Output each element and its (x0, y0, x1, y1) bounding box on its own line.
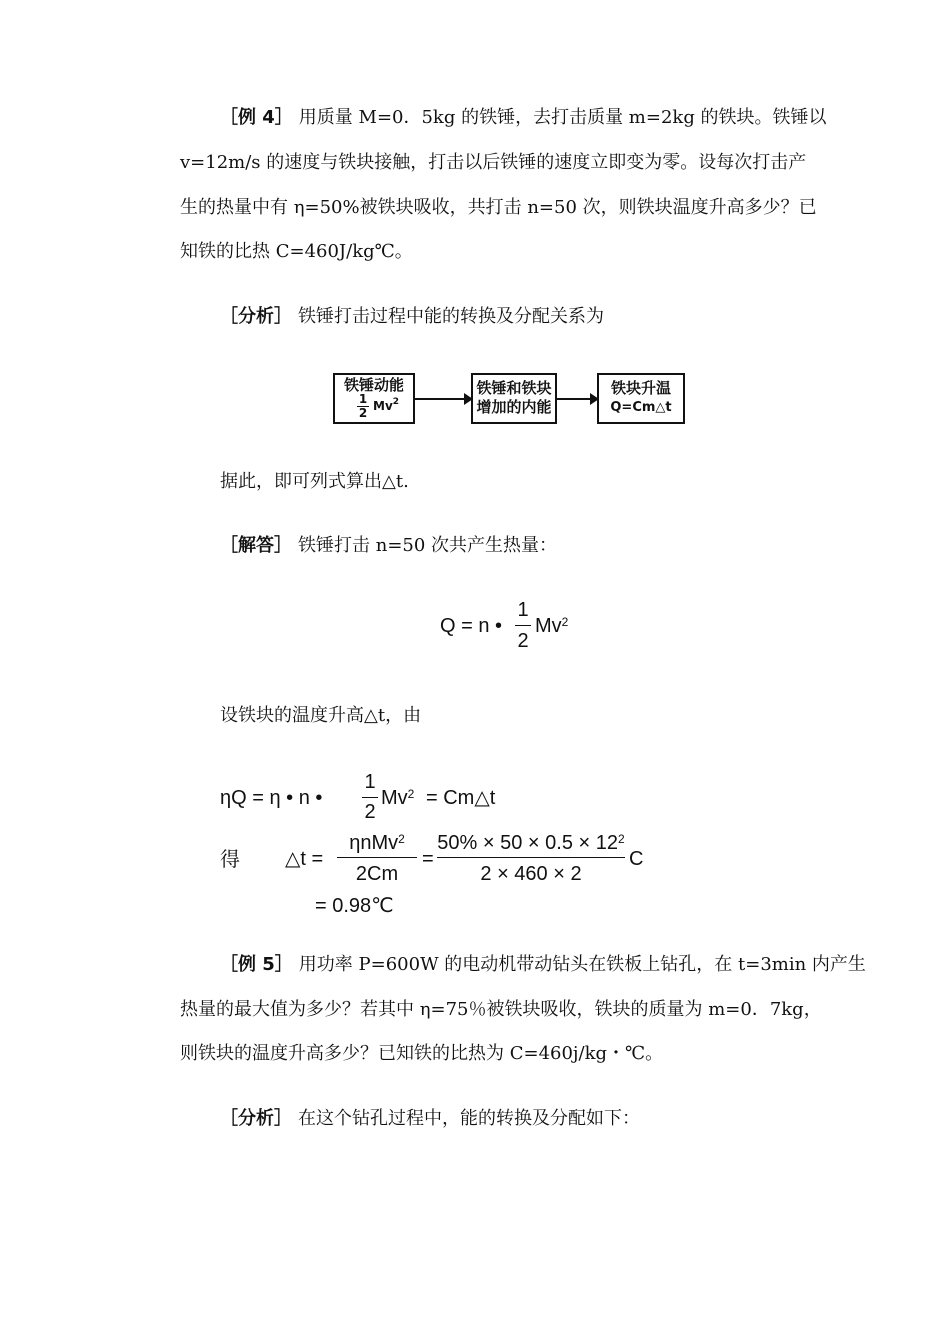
formula-eta-left: ηQ = η • n • (220, 787, 323, 809)
example-tag: ［例 4］ (220, 107, 293, 128)
analysis5-text: 在这个钻孔过程中，能的转换及分配如下： (298, 1108, 640, 1129)
answer-tag: ［解答］ (220, 535, 292, 556)
diagram-box-temperature-rise (597, 373, 685, 424)
box1-expr (373, 397, 399, 415)
box1-frac-num: 1 (358, 392, 368, 406)
example4-line1 (220, 106, 827, 130)
analysis4-text: 铁锤打击过程中能的转换及分配关系为 (298, 306, 604, 327)
example5-text: 用功率 P=600W 的电动机带动钻头在铁板上钻孔，在 t=3min 内产生 (298, 954, 866, 975)
set-line: 设铁块的温度升高△t，由 (220, 705, 422, 726)
analysis5-line (220, 1107, 640, 1131)
formula-q-num: 1 (517, 599, 529, 621)
formula-q-den: 2 (517, 630, 529, 652)
arrow-2 (557, 398, 597, 400)
formula-unit: C (629, 848, 644, 870)
after-diagram-text: 据此，即可列式算出△t. (220, 471, 409, 492)
formula-q-bar (515, 625, 531, 626)
diagram-box-kinetic-energy (333, 373, 415, 424)
formula-eq: = (422, 848, 434, 870)
example4-line3: 生的热量中有 η=50%被铁块吸收，共打击 n=50 次，则铁块温度升高多少？已 (180, 197, 817, 218)
formula-q-right (535, 614, 568, 638)
analysis4-line (220, 305, 604, 329)
box1-expr-sup: 2 (392, 397, 400, 407)
example5-line3: 则铁块的温度升高多少？已知铁的比热为 C=460j/kg・℃。 (180, 1043, 664, 1064)
formula-num2 (437, 831, 625, 855)
formula-bar2 (437, 857, 625, 858)
answer4-text: 铁锤打击 n=50 次共产生热量： (298, 535, 558, 556)
example4-line4: 知铁的比热 C=460J/kg℃。 (180, 241, 413, 262)
formula-q-sup: 2 (561, 615, 569, 629)
formula-num2-text: 50% × 50 × 0.5 × 12 (437, 832, 618, 854)
formula-num1-text: ηnMv (349, 832, 399, 854)
formula-eta-num: 1 (364, 771, 376, 793)
formula-eta-sup: 2 (407, 787, 415, 801)
diagram-box-internal-energy (471, 373, 557, 424)
analysis-tag: ［分析］ (220, 306, 292, 327)
formula-den2: 2 × 460 × 2 (480, 863, 582, 885)
box2-label-2: 增加的内能 (476, 398, 552, 416)
formula-final: = 0.98℃ (315, 895, 394, 917)
example5-line2: 热量的最大值为多少？若其中 η=75％被铁块吸收，铁块的质量为 m=0．7kg， (180, 999, 822, 1020)
example4-text: 用质量 M=0．5kg 的铁锤，去打击质量 m=2kg 的铁块。铁锤以 (298, 107, 827, 128)
formula-den1: 2Cm (355, 863, 399, 885)
box3-label-2: Q=Cm△t (610, 400, 672, 415)
box2-label-1: 铁锤和铁块 (476, 379, 552, 397)
formula-num1 (337, 831, 417, 855)
example-tag: ［例 5］ (220, 954, 293, 975)
example4-line2: v=12m/s 的速度与铁块接触，打击以后铁锤的速度立即变为零。设每次打击产 (180, 152, 807, 173)
formula-q-left: Q = n • (440, 615, 503, 637)
box1-expr-text: Mv (373, 399, 393, 413)
box1-label: 铁锤动能 (343, 376, 404, 394)
formula-eta-den: 2 (364, 801, 376, 823)
formula-eta-right-text: Mv (381, 787, 408, 809)
analysis-tag: ［分析］ (220, 1108, 292, 1129)
arrow-1 (415, 398, 471, 400)
formula-eta-tail: = Cm△t (426, 787, 496, 809)
box1-frac-den: 2 (358, 406, 368, 420)
answer4-line (220, 534, 557, 558)
formula-num1-sup: 2 (398, 832, 405, 846)
box1-fraction (357, 393, 369, 420)
formula-de: 得 (220, 847, 240, 871)
formula-eta-bar (362, 797, 378, 798)
formula-dt: △t = (285, 848, 324, 870)
example5-line1 (220, 953, 866, 977)
formula-bar1 (337, 857, 417, 858)
formula-eta-right (381, 786, 414, 810)
box3-label-1: 铁块升温 (610, 379, 671, 397)
formula-num2-sup: 2 (618, 832, 625, 846)
formula-q-right-text: Mv (535, 615, 562, 637)
